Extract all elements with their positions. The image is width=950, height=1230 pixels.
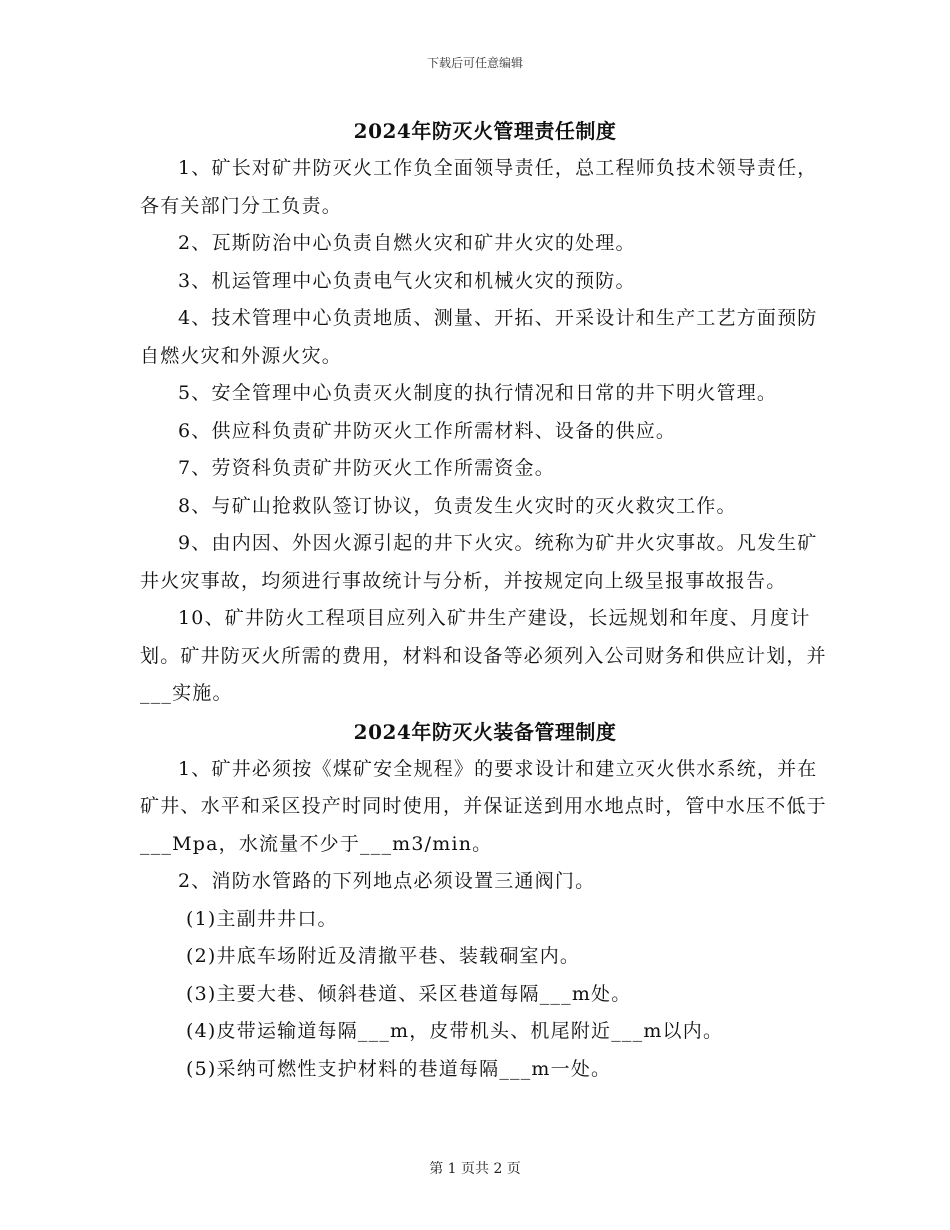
doc1-paragraph: 9、由内因、外因火源引起的井下火灾。统称为矿井火灾事故。凡发生矿井火灾事故，均须进行事故统计与分析，并按规定向上级呈报事故报告。 [140, 532, 818, 592]
document-body [140, 112, 830, 1088]
doc1-paragraph: 1、矿长对矿井防灭火工作负全面领导责任，总工程师负技术领导责任，各有关部门分工负责。 [140, 157, 818, 217]
doc1-title: 2024年防灭火管理责任制度 [353, 119, 617, 143]
doc2-list-item: (5)采纳可燃性支护材料的巷道每隔___m一处。 [186, 1057, 612, 1080]
doc1-paragraph: 5、安全管理中心负责灭火制度的执行情况和日常的井下明火管理。 [178, 382, 778, 404]
doc1-paragraph: 8、与矿山抢救队签订协议，负责发生火灾时的灭火救灾工作。 [178, 494, 737, 517]
doc2-list-item: (3)主要大巷、倾斜巷道、采区巷道每隔___m处。 [186, 982, 632, 1005]
doc1-paragraph: 6、供应科负责矿井防灭火工作所需材料、设备的供应。 [178, 419, 677, 442]
doc1-paragraph: 10、矿井防火工程项目应列入矿井生产建设，长远规划和年度、月度计划。矿井防灭火所需的费用，材料和设备等必须列入公司财务和供应计划，并___实施。 [140, 607, 827, 704]
doc2-paragraph: 1、矿井必须按《煤矿安全规程》的要求设计和建立灭火供水系统，并在矿井、水平和采区投产时同时使用，并保证送到用水地点时，管中水压不低于___Mpa，水流量不少于___m3/min。 [140, 757, 827, 855]
doc2-list-item: (1)主副井井口。 [186, 907, 338, 930]
page-footer: 第 1 页共 2 页 [429, 1161, 521, 1177]
doc2-list-item: (2)井底车场附近及清撤平巷、装载硐室内。 [186, 945, 581, 967]
doc1-paragraph: 4、技术管理中心负责地质、测量、开拓、开采设计和生产工艺方面预防自燃火灾和外源火灾。 [140, 307, 818, 367]
doc1-paragraph: 7、劳资科负责矿井防灭火工作所需资金。 [178, 457, 555, 479]
doc2-title: 2024年防灭火装备管理制度 [353, 719, 617, 744]
doc1-paragraph: 3、机运管理中心负责电气火灾和机械火灾的预防。 [178, 269, 636, 292]
doc2-paragraph: 2、消防水管路的下列地点必须设置三通阀门。 [178, 870, 596, 892]
doc1-paragraph: 2、瓦斯防治中心负责自燃火灾和矿井火灾的处理。 [178, 232, 636, 254]
doc2-list-item: (4)皮带运输道每隔___m，皮带机头、机尾附近___m以内。 [186, 1020, 724, 1042]
page-header: 下载后可任意编辑 [426, 56, 523, 70]
